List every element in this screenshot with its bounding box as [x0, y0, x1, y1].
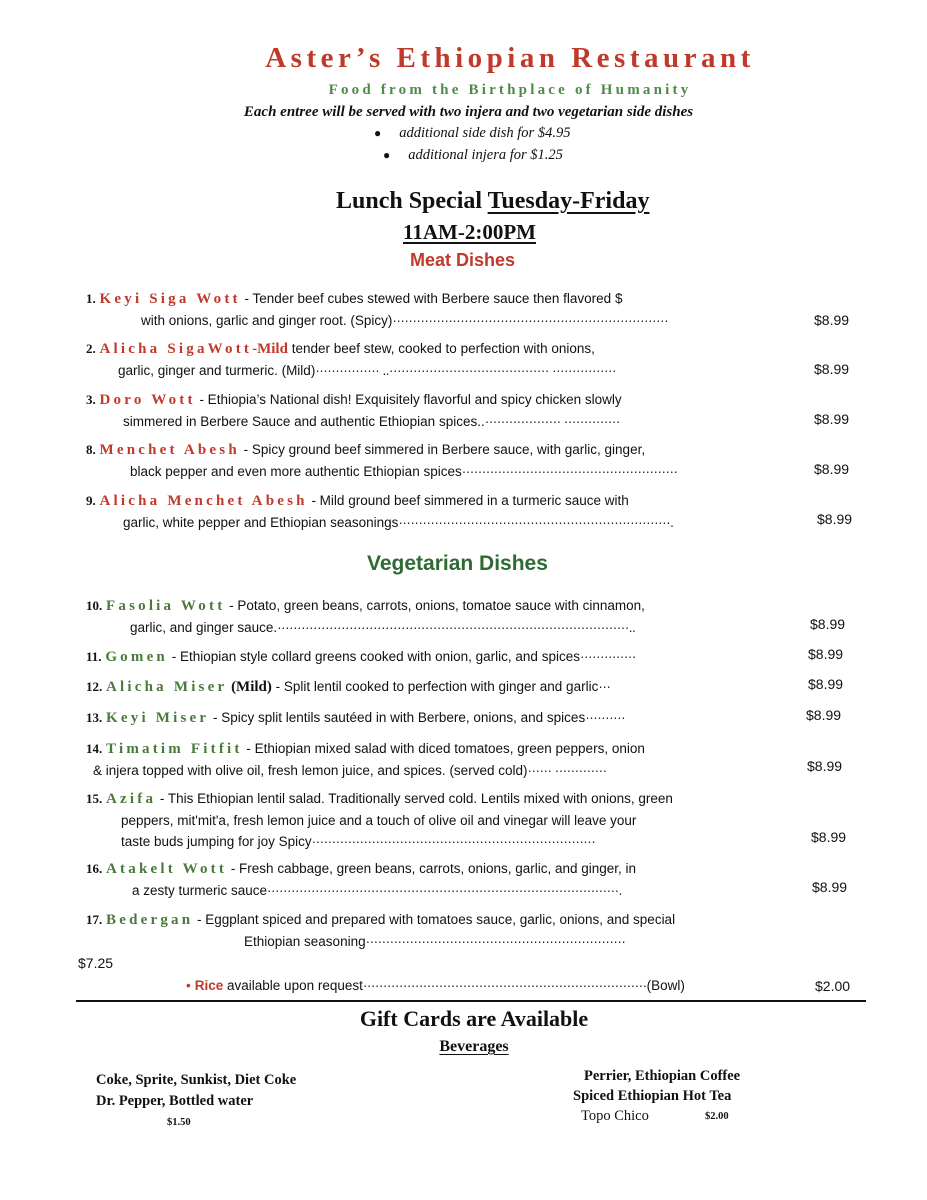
menu-item: 9. Alicha Menchet Abesh - Mild ground beef simmered in a turmeric sauce with garlic, white pepper and Ethiopian seasonings····································································. [86, 493, 674, 530]
gift-cards-notice: Gift Cards are Available [359, 1006, 589, 1031]
vegetarian-dishes-heading: Vegetarian Dishes [367, 552, 548, 575]
item-price: $8.99 [814, 312, 850, 328]
item-price: $8.99 [817, 511, 853, 527]
rice-price: $2.00 [815, 978, 851, 994]
beverage-line: Coke, Sprite, Sunkist, Diet Coke [96, 1072, 297, 1088]
item-name: Azifa [106, 791, 157, 807]
item-name: Keyi Siga Wott [99, 291, 241, 307]
item-name: Keyi Miser [106, 710, 210, 726]
item-name: Alicha Menchet Abesh [99, 493, 308, 509]
menu-item: 12. Alicha Miser (Mild) - Split lentil cooked to perfection with ginger and garlic··· [86, 679, 611, 695]
item-price: $8.99 [806, 707, 842, 723]
note-side-dish: ● additional side dish for $4.95 [374, 125, 571, 141]
item-price: $8.99 [814, 411, 850, 427]
item-price: $8.99 [810, 616, 846, 632]
bullet-icon: • [186, 978, 191, 993]
bullet-icon: ● [374, 126, 382, 140]
item-name: Alicha SigaWott [99, 341, 253, 357]
bullet-icon: ● [383, 148, 391, 162]
entree-note: Each entree will be served with two injera and two vegetarian side dishes [243, 104, 694, 120]
lunch-special-heading: Lunch Special Tuesday-Friday [336, 188, 650, 214]
tagline: Food from the Birthplace of Humanity [328, 82, 692, 98]
menu-item: 15. Azifa - This Ethiopian lentil salad. Traditionally served cold. Lentils mixed with onions, green peppers, mit'mit'a, fresh lemon juice and a touch of olive oil and vinegar will leave your taste buds jumping for joy Spicy······································································· [86, 791, 673, 849]
item-price: $8.99 [812, 879, 848, 895]
menu-item: 3. Doro Wott - Ethiopia’s National dish! Exquisitely flavorful and spicy chicken slowly simmered in Berbere Sauce and authentic Ethiopian spices..··················· ·············· [86, 392, 622, 429]
beverage-price: $1.50 [167, 1117, 191, 1128]
beverage-line: Dr. Pepper, Bottled water [96, 1093, 254, 1109]
lunch-days: Tuesday-Friday [487, 188, 650, 214]
item-name: Fasolia Wott [106, 598, 226, 614]
menu-item: 11. Gomen - Ethiopian style collard greens cooked with onion, garlic, and spices·············· [86, 649, 636, 665]
menu-item: 1. Keyi Siga Wott - Tender beef cubes stewed with Berbere sauce then flavored $ with onions, garlic and ginger root. (Spicy)····································································· [86, 291, 669, 328]
lunch-hours: 11AM-2:00PM [403, 220, 536, 244]
menu-item: 13. Keyi Miser - Spicy split lentils sautéed in with Berbere, onions, and spices·········· [86, 710, 626, 726]
item-name: Bedergan [106, 912, 194, 928]
item-name: Doro Wott [99, 392, 196, 408]
meat-dishes-heading: Meat Dishes [410, 250, 516, 270]
beverage-price: $2.00 [705, 1111, 729, 1122]
rice-line: • Rice available upon request·······································································(Bowl) [186, 978, 685, 993]
beverage-line: Perrier, Ethiopian Coffee [584, 1068, 741, 1084]
divider [76, 1000, 866, 1002]
item-price: $8.99 [814, 361, 850, 377]
item-price: $8.99 [811, 829, 847, 845]
item-price: $8.99 [808, 676, 844, 692]
item-price: $8.99 [808, 646, 844, 662]
beverages-heading: Beverages [439, 1038, 509, 1055]
menu-item: 8. Menchet Abesh - Spicy ground beef simmered in Berbere sauce, with garlic, ginger, black pepper and even more authentic Ethiopian spices······················································ [86, 442, 678, 479]
item-name: Gomen [105, 649, 168, 665]
menu-item: 17. Bedergan - Eggplant spiced and prepared with tomatoes sauce, garlic, onions, and special Ethiopian seasoning································································· [86, 912, 676, 949]
item-price: $7.25 [78, 955, 114, 971]
menu-item: 10. Fasolia Wott - Potato, green beans, carrots, onions, tomatoe sauce with cinnamon, garlic, and ginger sauce.························································································.. [86, 598, 645, 635]
item-price: $8.99 [807, 758, 843, 774]
item-name: Menchet Abesh [99, 442, 240, 458]
menu-item: 16. Atakelt Wott - Fresh cabbage, green beans, carrots, onions, garlic, and ginger, in a zesty turmeric sauce························································································. [86, 861, 637, 898]
note-injera: ● additional injera for $1.25 [383, 147, 563, 163]
item-name: Alicha Miser [106, 679, 228, 695]
beverage-line: Topo Chico [581, 1108, 649, 1124]
menu-item: 2. Alicha SigaWott-Mild tender beef stew, cooked to perfection with onions, garlic, ginger and turmeric. (Mild)················ ..········································ ················ [86, 341, 616, 378]
restaurant-name: Aster’s Ethiopian Restaurant [265, 42, 755, 74]
item-name: Timatim Fitfit [106, 741, 243, 757]
item-price: $8.99 [814, 461, 850, 477]
item-name: Atakelt Wott [106, 861, 228, 877]
menu-item: 14. Timatim Fitfit - Ethiopian mixed salad with diced tomatoes, green peppers, onion & injera topped with olive oil, fresh lemon juice, and spices. (served cold)······ ············· [86, 741, 645, 778]
beverage-line: Spiced Ethiopian Hot Tea [573, 1088, 732, 1104]
